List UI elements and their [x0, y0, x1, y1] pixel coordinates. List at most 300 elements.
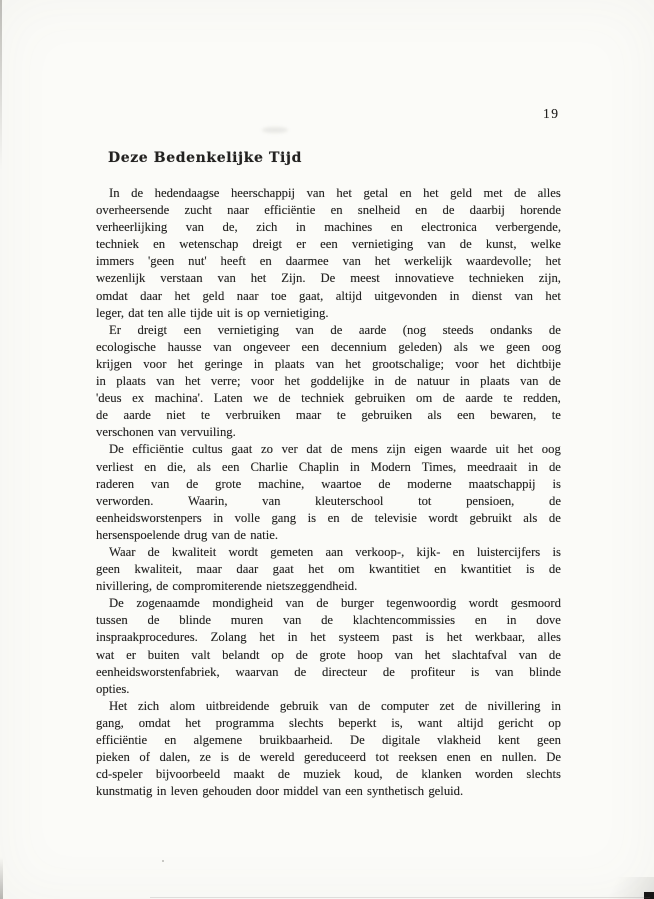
word: zich [137, 698, 160, 713]
word: de [294, 664, 307, 679]
word: van [329, 698, 348, 713]
word: te [200, 408, 211, 423]
word: het [250, 271, 267, 286]
word: de [378, 476, 391, 491]
text-line [96, 442, 561, 459]
word: vernietiging [351, 237, 414, 252]
word: een [221, 459, 240, 474]
word: hedendaagse [154, 186, 220, 200]
word: ex [132, 391, 145, 406]
word: zogenaamde [136, 596, 200, 611]
word: het [423, 186, 439, 200]
word: Waarin, [188, 493, 228, 508]
word: plaats [116, 374, 146, 389]
text-line [96, 477, 561, 494]
word: gehouden [202, 784, 252, 799]
word: slechts [288, 715, 324, 730]
word: Laten [213, 391, 243, 406]
word: drug [184, 527, 208, 542]
word: de [464, 698, 477, 713]
word: de [321, 613, 334, 628]
word: grote [319, 647, 346, 662]
word: compromiterende [172, 579, 262, 594]
word: krijgen [96, 356, 132, 371]
word: werkbaar, [475, 630, 525, 645]
text-line [96, 596, 561, 613]
word: wordt [428, 510, 458, 525]
word: natuur [417, 374, 450, 389]
word: alle [167, 305, 186, 320]
word: tussen [96, 613, 128, 628]
word: zucht [184, 203, 212, 218]
word: blinde [179, 613, 211, 628]
word: van [518, 647, 538, 662]
scan-edge-artifact-top-left [0, 0, 2, 170]
word: 'geen [147, 254, 175, 269]
word: decennium [330, 339, 387, 354]
word: de [330, 322, 343, 337]
word: tijde [190, 305, 213, 320]
word: redden, [523, 391, 561, 406]
word: van [322, 784, 342, 799]
word: eigen [414, 442, 442, 457]
word: de [277, 767, 290, 782]
word: door [255, 784, 280, 799]
word: omdat [138, 715, 171, 730]
word: machine, [258, 476, 305, 491]
word: raderen [96, 476, 135, 491]
word: dreigt [252, 237, 283, 252]
text-line [96, 391, 561, 408]
word: nivillering [487, 698, 541, 713]
word: en [327, 510, 340, 525]
text-line [96, 665, 561, 682]
word: Waar [109, 544, 136, 559]
word: machines [324, 220, 373, 235]
word: Modern [370, 459, 411, 474]
word: cultus [192, 442, 223, 457]
word: aarde [123, 408, 151, 423]
word: te [551, 408, 561, 423]
word: de [131, 186, 144, 200]
text-line [96, 562, 561, 579]
word: de [442, 203, 455, 218]
word: systeem [338, 630, 380, 645]
word: er [126, 647, 136, 662]
word: grote [215, 476, 242, 491]
word: de [442, 391, 455, 406]
word: verbruiken [225, 408, 281, 423]
word: algemene [193, 733, 243, 747]
word: past [392, 630, 413, 645]
word: uitgevonden [374, 288, 438, 303]
word: als [427, 408, 442, 423]
word: werkelijk [404, 254, 453, 269]
word: waarde [450, 442, 487, 457]
word: verschonen [96, 425, 154, 440]
word: zet [439, 698, 455, 713]
word: dat [306, 442, 322, 457]
word: goddelijke [310, 374, 364, 389]
word: in [551, 698, 561, 713]
word: van [342, 254, 361, 269]
word: en [415, 203, 428, 218]
word: koud, [354, 767, 383, 782]
word: inspraakprocedures. [96, 630, 198, 645]
word: van [150, 476, 170, 491]
word: In [109, 186, 120, 200]
word: ecologische [96, 339, 156, 354]
text-line [96, 733, 561, 750]
word: de [147, 613, 160, 628]
word: eenheidsworstenfabriek, [96, 664, 220, 679]
word: is [234, 305, 243, 320]
text-line [96, 289, 561, 306]
text-line [96, 408, 561, 425]
word: daarbij [469, 203, 505, 218]
word: nullen. [501, 750, 537, 765]
word: electronica [421, 220, 477, 235]
word: kent [497, 733, 520, 747]
text-line [96, 545, 561, 562]
word: slechts [526, 767, 561, 782]
word: een [320, 237, 338, 252]
word: in [295, 220, 306, 235]
word: snelheid [357, 203, 401, 218]
word: het [284, 374, 301, 389]
word: de [382, 664, 395, 679]
word: van [495, 664, 514, 679]
word: er [296, 237, 307, 252]
word: het [185, 715, 201, 730]
word: van [157, 425, 177, 440]
word: wordt [468, 596, 499, 611]
text-line [96, 648, 561, 665]
text-line [96, 186, 561, 203]
word: kwaliteit, [134, 562, 183, 577]
word: efficiëntie [96, 733, 148, 747]
word: in [506, 613, 517, 628]
word: hausse [167, 339, 202, 354]
word: is [525, 562, 535, 577]
word: efficiëntie [264, 203, 316, 218]
text-line [96, 750, 561, 767]
word: De [320, 271, 336, 286]
word: zijn [386, 442, 406, 457]
word: de [395, 767, 408, 782]
word: eenheidsworstenpers [96, 510, 202, 525]
word: geluid. [428, 784, 464, 799]
word: op [548, 715, 561, 730]
word: de [147, 544, 160, 559]
word: omdat [96, 288, 128, 303]
text-line [96, 494, 561, 511]
word: Charlie [250, 459, 288, 474]
word: en [399, 186, 412, 200]
word: dreigt [137, 322, 168, 337]
word: vernietiging. [264, 305, 329, 320]
word: de [278, 391, 291, 406]
word: het [174, 288, 190, 303]
word: uitbreidende [205, 698, 270, 713]
word: vlakheid [437, 733, 481, 747]
word: vervuiling. [180, 425, 236, 440]
text-line [96, 716, 561, 733]
text-line [96, 613, 561, 630]
word: gebruiken [354, 391, 406, 406]
word: zijn, [538, 271, 561, 286]
word: de [186, 476, 199, 491]
word: een [301, 339, 320, 354]
word: waartoe [321, 476, 362, 491]
word: beperkt [338, 715, 377, 730]
word: technieken [468, 271, 524, 286]
word: de [548, 493, 561, 508]
word: burger [340, 596, 374, 611]
word: steeds [442, 322, 474, 337]
word: de [96, 408, 108, 423]
word: computer [380, 698, 429, 713]
word: oog [541, 339, 561, 354]
text-line [96, 340, 561, 357]
word: het [310, 630, 326, 645]
word: is [552, 476, 561, 491]
word: de [351, 510, 364, 525]
word: Het [109, 698, 128, 713]
word: meedraait [467, 459, 518, 474]
word: kunst, [485, 237, 517, 252]
word: 'deus [96, 391, 122, 406]
word: van [306, 186, 325, 200]
scan-edge-artifact-bottom-left [0, 857, 3, 899]
word: en [144, 459, 157, 474]
word: Er [109, 322, 121, 337]
word: en [452, 544, 465, 559]
text-line [96, 699, 561, 716]
word: in [287, 630, 298, 645]
word: blinde [529, 664, 561, 679]
word: klachtencommissies [352, 613, 456, 628]
word: luistercijfers [476, 544, 541, 559]
word: wezenlijk [96, 271, 146, 286]
word: uit [495, 442, 509, 457]
word: in [213, 510, 224, 525]
word: aan [325, 544, 344, 559]
word: muren [230, 613, 264, 628]
page-number: 19 [543, 106, 560, 121]
word: nivillering, [96, 579, 153, 594]
word: van [427, 237, 446, 252]
word: is, [391, 715, 403, 730]
word: in [374, 374, 385, 389]
word: en [390, 220, 403, 235]
word: te [336, 408, 346, 423]
text-line [96, 357, 561, 374]
word: van [213, 339, 232, 354]
word: waardevolle; [466, 254, 532, 269]
text-line [96, 425, 561, 442]
word: maatschappij [468, 476, 536, 491]
word: in [349, 459, 360, 474]
word: bijvoorbeeld [155, 767, 221, 782]
word: een [345, 784, 363, 799]
word: voor [143, 356, 167, 371]
word: zich [256, 220, 278, 235]
word: van [295, 322, 314, 337]
word: want [417, 715, 443, 730]
text-line [96, 374, 561, 391]
word: en [259, 254, 272, 269]
word: verworden. [96, 493, 154, 508]
word: machina'. [154, 391, 204, 406]
word: en [164, 733, 177, 747]
word: gang, [96, 715, 124, 730]
word: uit [216, 305, 231, 320]
word: geen [536, 733, 561, 747]
word: digitale [381, 733, 420, 747]
word: van [262, 493, 281, 508]
text-line [96, 511, 561, 528]
word: dat [128, 305, 144, 320]
word: worden [474, 767, 514, 782]
word: de [330, 442, 343, 457]
word: van [217, 271, 236, 286]
word: efficiëntie [132, 442, 184, 457]
text-line [96, 306, 561, 323]
word: wat [96, 647, 115, 662]
word: met [483, 186, 503, 200]
word: gebruikt [469, 510, 512, 525]
text-line [96, 630, 561, 647]
word: Zijn. [281, 271, 306, 286]
word: verheerlijking [96, 220, 168, 235]
word: het [336, 186, 352, 200]
word: televisie [374, 510, 417, 525]
word: grootschalige; [372, 356, 444, 371]
word: Chaplin [298, 459, 339, 474]
word: heerschappij [230, 186, 296, 200]
word: dienst [471, 288, 503, 303]
word: gaat [272, 562, 294, 577]
word: en [153, 237, 166, 252]
word: aarde [465, 391, 493, 406]
word: in [253, 356, 264, 371]
word: kijk- [416, 544, 441, 559]
page-title: Deze Bedenkelijke Tijd [108, 150, 302, 166]
word: kwantitiet [369, 562, 420, 577]
word: ze [199, 750, 211, 765]
word: buiten [147, 647, 180, 662]
word: is [470, 664, 480, 679]
word: hersenspoelende [96, 527, 180, 542]
text-line [96, 254, 561, 271]
word: en [330, 203, 343, 218]
word: natie. [250, 527, 279, 542]
word: het [545, 288, 561, 303]
word: wereld [259, 750, 295, 765]
word: wetenschap [179, 237, 239, 252]
word: opties. [96, 681, 130, 696]
word: synthetisch [367, 784, 425, 799]
word: de [548, 562, 561, 577]
word: ver [281, 442, 298, 457]
text-line [96, 682, 561, 699]
word: te [503, 391, 513, 406]
text-line [96, 237, 561, 254]
word: verbergende, [495, 220, 561, 235]
word: als [523, 510, 538, 525]
word: de [514, 186, 527, 200]
word: we [479, 339, 495, 354]
scan-bottom-edge-line [150, 897, 650, 898]
word: zo [260, 442, 273, 457]
word: De [350, 733, 365, 747]
word: nietszeggendheid. [266, 579, 358, 594]
word: klanken [421, 767, 462, 782]
word: de [548, 510, 561, 525]
word: in [96, 374, 106, 389]
word: het [446, 630, 463, 645]
word: geleden) [398, 339, 443, 354]
scan-smudge [262, 127, 288, 133]
word: het [374, 254, 391, 269]
word: in [449, 288, 460, 303]
word: gereduceerd [304, 750, 367, 765]
word: geen [506, 339, 531, 354]
word: slachtafval [452, 647, 507, 662]
word: innovatieve [394, 271, 454, 286]
word: ten [147, 305, 164, 320]
word: van [156, 374, 175, 389]
word: profiteur [410, 664, 456, 679]
word: dove [536, 613, 561, 628]
word: Times, [421, 459, 457, 474]
word: hoop [357, 647, 383, 662]
word: gebruiken [361, 408, 413, 423]
word: naar [227, 203, 249, 218]
word: of [139, 750, 150, 765]
word: om [338, 562, 355, 577]
word: geld [202, 288, 225, 303]
word: bewaren, [490, 408, 537, 423]
word: De [546, 750, 561, 765]
word: maar [295, 408, 322, 423]
body-text [96, 186, 561, 801]
word: alles [537, 186, 561, 200]
word: gebruik [279, 698, 319, 713]
word: het [489, 356, 506, 371]
word: de [238, 750, 251, 765]
word: het [545, 254, 561, 269]
word: aarde [358, 322, 387, 337]
word: een [183, 322, 202, 337]
word: geld [450, 186, 473, 200]
word: gaat [231, 442, 253, 457]
word: nut' [188, 254, 207, 269]
word: overheersende [96, 203, 170, 218]
word: de [548, 459, 561, 474]
word: tegenwoordig [386, 596, 457, 611]
word: toe [271, 288, 287, 303]
word: kleuterschool [315, 493, 384, 508]
word: op [271, 647, 284, 662]
word: de [234, 527, 246, 542]
word: welke [530, 237, 561, 252]
word: getal [363, 186, 389, 200]
word: en [474, 613, 487, 628]
word: de [358, 698, 371, 713]
word: plaats [480, 374, 510, 389]
